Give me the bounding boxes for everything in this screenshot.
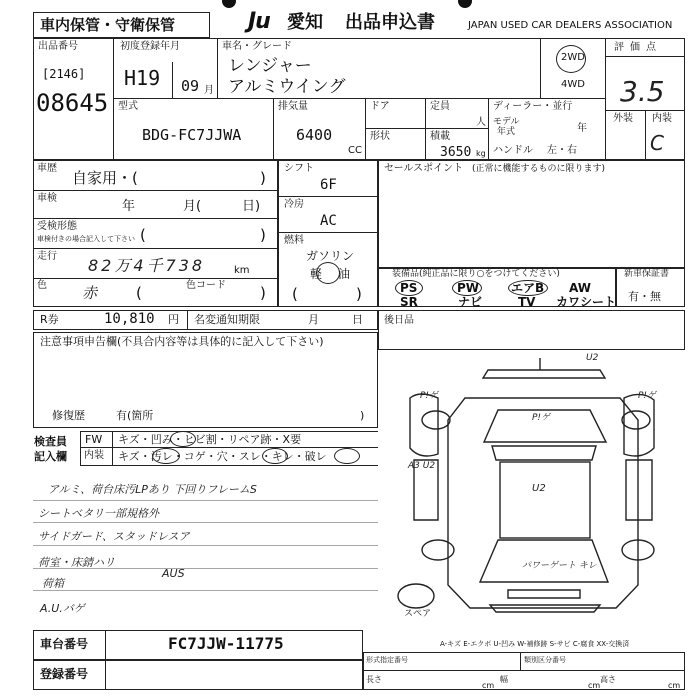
dealer-year-unit: 年: [577, 123, 587, 134]
shift-value: 6F: [320, 177, 337, 193]
accept-close: ): [260, 226, 266, 244]
length-unit: cm: [482, 681, 495, 690]
handwritten-note-1: アルミ、荷台床汚LPあり 下回りフレームS: [48, 483, 257, 496]
equipment-label: 装備品(純正品に限り○をつけてください): [392, 269, 560, 279]
inspection-day: 日): [242, 199, 261, 214]
diagram-right-side: [626, 460, 652, 520]
plate-label: 登録番号: [40, 667, 89, 681]
capacity-label: 定員: [430, 101, 450, 112]
deadline-label: 名変通知期限: [194, 313, 260, 326]
chassis-label: 車台番号: [40, 637, 89, 651]
inspector-fw-items: キズ・凹み・ヒビ割・リペア跡・X要: [118, 433, 302, 446]
height-label: 高さ: [600, 675, 616, 684]
handwritten-note-3: サイドガード、スタッドレスア: [38, 530, 190, 543]
registration-label: 初度登録年月: [120, 41, 180, 52]
fuel-opt-oil: 油: [338, 267, 351, 281]
displacement-unit: CC: [348, 145, 362, 156]
model-value: BDG-FC7JJWA: [142, 126, 242, 144]
diagram-cab-outline: [448, 398, 638, 608]
int-torn-circle: [334, 448, 360, 464]
history-value: 自家用・(: [72, 169, 138, 187]
handwritten-note-2: シートベタリ一部規格外: [38, 507, 159, 520]
mark-spare: スペア: [404, 609, 432, 619]
width-label: 幅: [500, 675, 508, 684]
mark-rear: パワーゲート キレ: [522, 561, 597, 571]
interior-label: 内装: [652, 113, 672, 124]
repair-value: 有(箇所: [116, 409, 154, 422]
sales-point-box: [378, 160, 685, 268]
inspector-int-items: キズ・汚レ・コゲ・穴・スレ・キレ・破レ: [118, 450, 327, 463]
sales-point-label: セールスポイント: [384, 163, 464, 174]
fuel-label: 燃料: [284, 235, 304, 246]
equip-tv: TV: [518, 295, 536, 309]
fw-dent-circle: [170, 431, 196, 447]
inspector-label1: 検査員: [34, 435, 67, 448]
org-name: 愛知: [287, 12, 323, 33]
form-title: 出品申込書: [345, 12, 435, 33]
inspection-label: 車検: [37, 193, 57, 204]
storage-badge-text: 車内保管・守衛保管: [40, 16, 176, 34]
punch-hole-left-icon: [222, 0, 236, 8]
vehicle-history-block: [33, 160, 278, 307]
shift-label: シフト: [284, 163, 314, 174]
equip-ps: PS: [400, 281, 418, 295]
model-label: 型式: [118, 101, 138, 112]
drive-2wd: 2WD: [561, 52, 585, 63]
drive-4wd: 4WD: [561, 79, 585, 90]
recycle-value: 10,810: [104, 311, 155, 327]
color-label: 色: [37, 280, 47, 291]
repair-label: 修復歴: [52, 409, 85, 422]
fuel-close: ): [356, 285, 362, 303]
registration-month-unit: 月: [204, 85, 214, 96]
mark-left-front: P!ゲ: [420, 391, 439, 401]
mark-right-front: P!ゲ: [638, 391, 657, 401]
punch-hole-right-icon: [458, 0, 472, 8]
color-code-label: 色コード: [186, 280, 226, 291]
association-name: JAPAN USED CAR DEALERS ASSOCIATION: [468, 20, 673, 31]
car-name-label: 車名・グレード: [222, 41, 292, 52]
inspector-int: 内装: [84, 450, 104, 461]
recycle-unit: 円: [168, 313, 179, 326]
equip-airbag: エアB: [511, 281, 545, 295]
handwritten-note-6: A.U.バゲ: [40, 602, 85, 615]
dealer-parallel: ディーラー・並行: [493, 101, 573, 112]
diagram-right-fender: [624, 391, 657, 456]
mileage-value: 82万4千738: [88, 256, 206, 275]
repair-close: ): [360, 409, 365, 422]
aircon-value: AC: [320, 213, 337, 229]
registration-month: 09: [181, 77, 200, 95]
mark-top: U2: [586, 353, 599, 363]
diagram-windshield-outline: [492, 446, 596, 460]
accept-label: 受検形態: [37, 221, 77, 232]
color-open: (: [136, 284, 142, 302]
color-value: 赤: [82, 284, 98, 302]
fuel-value: ガソリン: [306, 249, 355, 263]
after-date-box: [378, 310, 685, 350]
doors-label: ドア: [370, 101, 390, 112]
mileage-unit: km: [234, 265, 250, 276]
lot-number: 08645: [36, 89, 109, 117]
interior-score: C: [650, 131, 664, 155]
equip-pw: PW: [457, 281, 480, 295]
exterior-label: 外装: [613, 113, 633, 124]
int-dirt-circle: [152, 448, 180, 464]
car-name: レンジャー: [228, 56, 312, 76]
deadline-month: 月: [308, 313, 319, 326]
mark-left-side: A3 U2: [408, 461, 436, 471]
rating-label: 評価点: [614, 42, 662, 53]
height-unit: cm: [668, 681, 681, 690]
diagram-roof-outline: [483, 370, 605, 378]
handwritten-extra: AUS: [162, 567, 185, 580]
diagram-bed-outline: [500, 462, 590, 538]
ju-logo: Ju: [248, 9, 270, 34]
diagram-wheel-fr: [622, 411, 650, 429]
handle-options: 左・右: [547, 145, 577, 156]
handwritten-note-5: 荷箱: [42, 577, 64, 590]
fuel-opt-light: 軽: [310, 267, 323, 281]
load-label: 積載: [430, 131, 450, 142]
shape-label: 形状: [370, 131, 390, 142]
warranty-label: 新車保証書: [624, 269, 670, 279]
history-label: 車歴: [37, 163, 57, 174]
color-close: ): [260, 284, 266, 302]
equip-sr: SR: [400, 295, 418, 309]
storage-badge: [33, 12, 210, 38]
inspector-fw: FW: [85, 433, 103, 446]
displacement-value: 6400: [296, 126, 333, 144]
lot-subcode: [2146]: [42, 67, 86, 81]
mark-hood: P!ゲ: [532, 413, 551, 423]
load-value: 3650: [440, 145, 472, 160]
class-number-label: 類別区分番号: [524, 656, 566, 664]
registration-year: H19: [124, 66, 161, 90]
diagram-wheel-fl: [422, 411, 450, 429]
top-info-block: [33, 38, 685, 160]
rating-score: 3.5: [620, 75, 665, 108]
sales-point-note: (正常に機能するものに限ります): [472, 164, 606, 174]
lot-label: 出品番号: [38, 41, 78, 52]
car-grade: アルミウイング: [228, 77, 346, 97]
diagram-tailgate: [508, 590, 580, 598]
inspection-month: 月(: [183, 199, 202, 214]
dealer-model-label: モデル: [493, 117, 520, 127]
int-rub-circle: [262, 448, 288, 464]
equip-navi: ナビ: [458, 295, 483, 309]
equip-leather: カワシート: [556, 295, 617, 309]
length-label: 長さ: [366, 675, 382, 684]
accept-open: (: [140, 226, 146, 244]
load-unit: kg: [476, 149, 486, 158]
displacement-label: 排気量: [278, 101, 308, 112]
recycle-label: R券: [40, 313, 59, 326]
equip-aw: AW: [569, 281, 591, 295]
deadline-day: 日: [352, 313, 363, 326]
fuel-open: (: [292, 285, 298, 303]
warranty-options: 有・無: [628, 290, 661, 303]
after-date-label: 後日品: [384, 315, 414, 326]
diagram-wheel-rl: [422, 540, 454, 560]
mileage-label: 走行: [37, 251, 57, 262]
handle-label: ハンドル: [493, 145, 533, 156]
accept-sub: 車検付きの場合記入して下さい: [37, 235, 135, 243]
form-number-label: 形式指定番号: [366, 656, 408, 664]
mark-center: U2: [532, 483, 546, 494]
handwritten-note-4: 荷室・床錆ハリ: [38, 556, 115, 569]
notes-label: 注意事項申告欄(不具合内容等は具体的に記入して下さい): [40, 335, 324, 348]
damage-legend: A-キズ E-エクボ U-凹み W-補修跡 S-サビ C-腐食 XX-交換済: [440, 640, 630, 648]
history-close: ): [260, 169, 266, 187]
width-unit: cm: [588, 681, 601, 690]
chassis-value: FC7JJW-11775: [168, 634, 284, 653]
inspector-label2: 記入欄: [34, 450, 67, 463]
dealer-year-label: 年式: [497, 127, 516, 137]
aircon-label: 冷房: [284, 199, 304, 210]
inspection-year: 年: [122, 199, 136, 214]
diagram-spare-wheel: [398, 584, 434, 608]
capacity-unit: 人: [476, 117, 486, 128]
